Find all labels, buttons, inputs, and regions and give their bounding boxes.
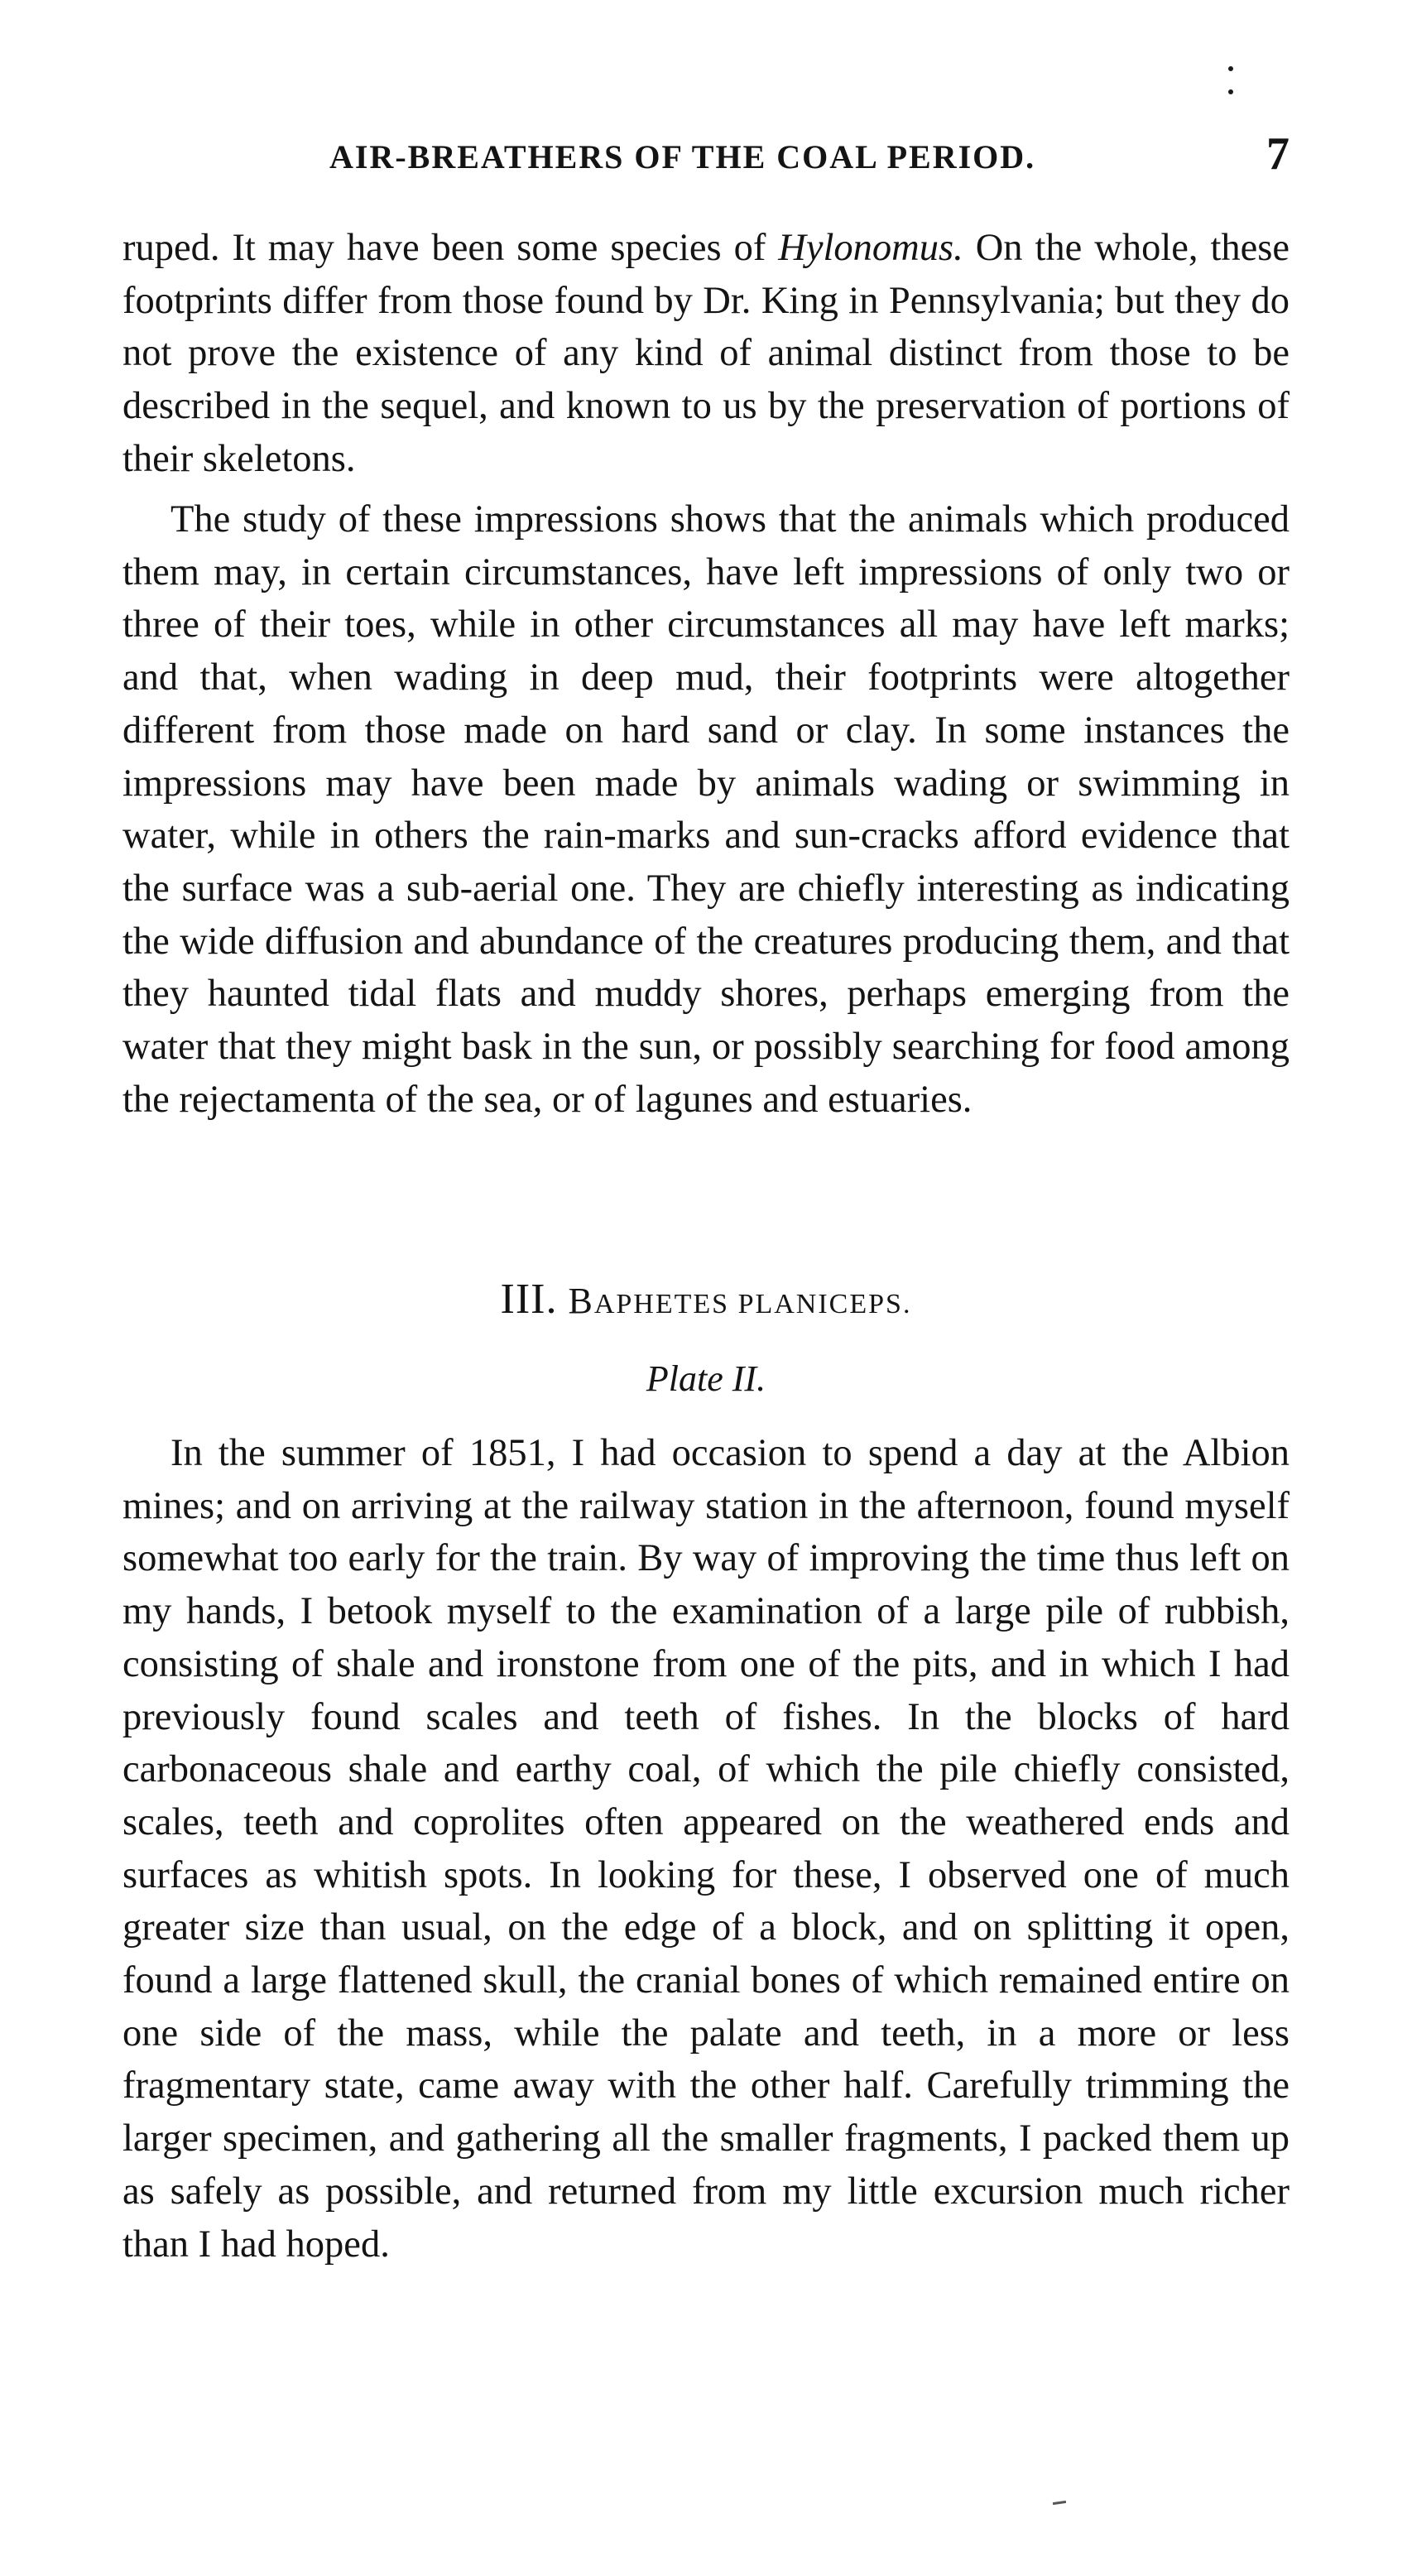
margin-dots-mark <box>1228 66 1233 96</box>
paragraph-1 <box>122 222 1290 486</box>
paragraph-albion-mines <box>122 1427 1290 2271</box>
plate-reference: Plate II. <box>646 1358 766 1399</box>
section-title-rest: APHETES PLANICEPS. <box>593 1289 912 1319</box>
bottom-ink-mark <box>1053 2501 1066 2505</box>
section-numeral: III. <box>500 1276 558 1323</box>
paragraph-continued <box>122 222 1290 486</box>
section-title <box>568 1281 911 1321</box>
paragraph-3: In the summer of 1851, I had occasion to spend a day at the Albion mines; and on arriving at the railway station in the afternoon, found myself somewhat too early for the train. By way of improving the time thus left on my hands, I betook myself to the examination of a large pile of rubbish, consisting of shale and ironstone from one of the pits, and in which I had previously found scales and teeth of fishes. In the blocks of hard carbonaceous shale and earthy coal, of which the pile chiefly consisted, scales, teeth and coprolites often appeared on the weathered ends and surfaces as whitish spots. In looking for these, I observed one of much greater size than usual, on the edge of a block, and on splitting it open, found a large flattened skull, the cranial bones of which remained entire on one side of the mass, while the palate and teeth, in a more or less fragmentary state, came away with the other half. Carefully trimming the larger specimen, and gathering all the smaller fragments, I packed them up as safely as possible, and returned from my little excursion much richer than I had hoped. <box>122 1432 1290 2266</box>
section-title-initial: B <box>568 1281 594 1321</box>
page-number: 7 <box>1266 128 1290 180</box>
paragraph-1-text-a: ruped. It may have been some species of <box>122 227 779 269</box>
running-head: AIR-BREATHERS OF THE COAL PERIOD. <box>329 138 1036 175</box>
paragraph-footprints-study <box>122 493 1290 1126</box>
paragraph-2: The study of these impressions shows that the animals which produced them may, in certain circumstances, have left impressions of only two or three of their toes, while in other circumstances all may have left marks; and that, when wading in deep mud, their footprints were altogether different from those made on hard sand or clay. In some instances the impressions may have been made by animals wading or swimming in water, while in others the rain-marks and sun-cracks afford evidence that the surface was a sub-aerial one. They are chiefly interesting as indicating the wide diffusion and abundance of the creatures producing them, and that they haunted tidal flats and muddy shores, perhaps emerging from the water that they might bask in the sun, or possibly searching for food among the rejectamenta of the sea, or of lagunes and estuaries. <box>122 498 1290 1121</box>
page-header <box>122 124 1290 190</box>
paragraph-1-text-b: On the whole, these footprints differ from those found by Dr. King in Pennsylvania; but they do not prove the existence of any kind of animal distinct from those to be described in the sequel, and known to us by the preservation of portions of their skeletons. <box>122 227 1290 480</box>
section-heading <box>0 1275 1412 1324</box>
genus-name-italic: Hylonomus. <box>778 227 963 269</box>
